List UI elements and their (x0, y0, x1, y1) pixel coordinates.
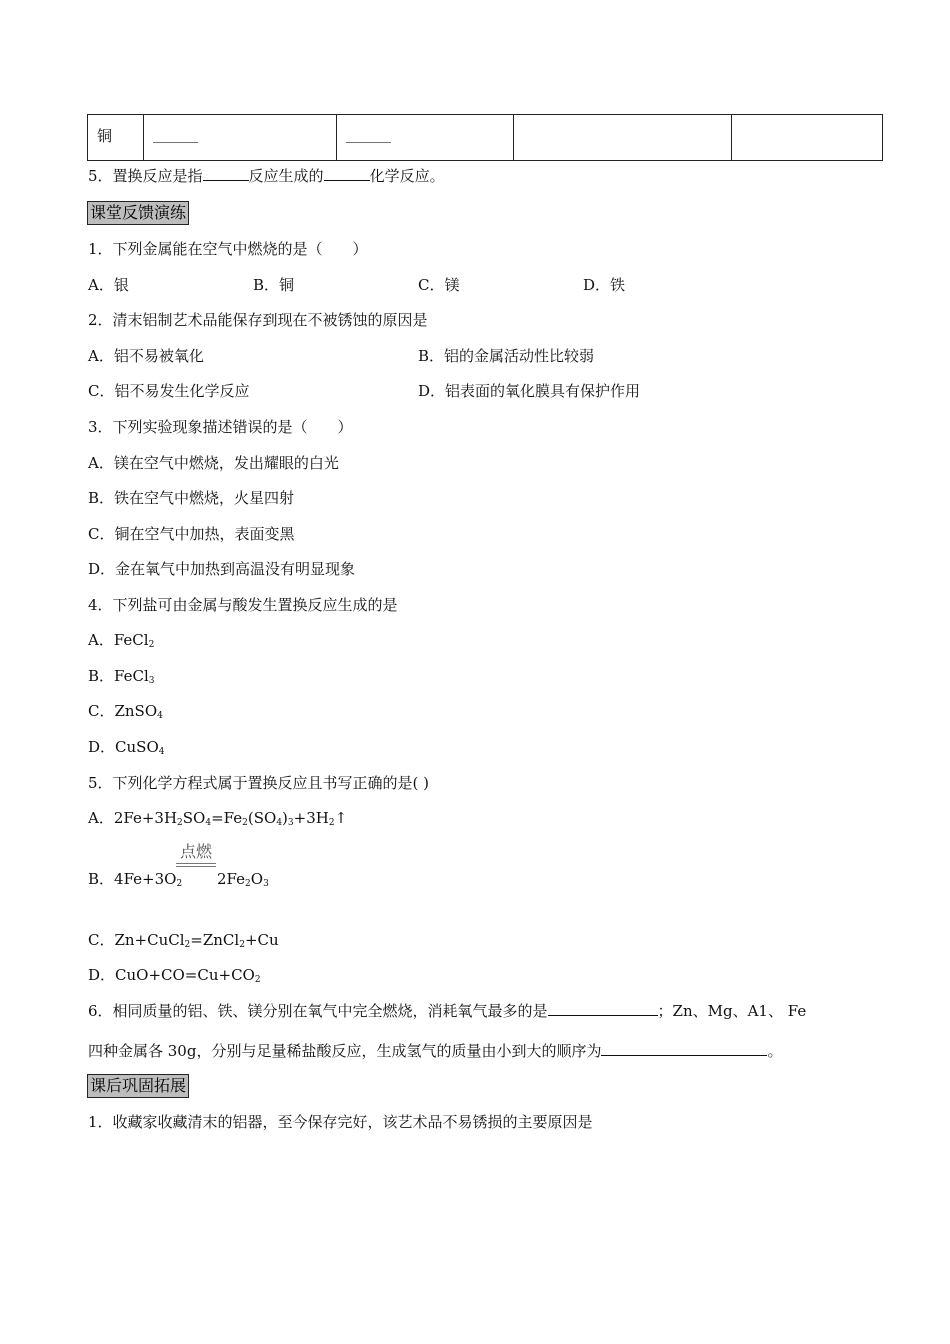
intro-q5-blank-1[interactable] (203, 166, 249, 181)
metal-table (87, 114, 883, 161)
section-heading-after-class: 课后巩固拓展 (87, 1074, 189, 1098)
equals-sign (176, 863, 216, 867)
q6-line-2: 四种金属各 30g，分别与足量稀盐酸反应，生成氢气的质量由小到大的顺序为 。 (88, 1042, 783, 1060)
intro-q5-suffix: 化学反应。 (369, 167, 445, 185)
table-cell (732, 115, 883, 161)
table-cell (337, 115, 514, 161)
q4-option-c[interactable]: C．ZnSO$_4$ (88, 702, 163, 721)
q4-option-d[interactable]: D．CuSO$_4$ (88, 738, 165, 757)
q4-option-b[interactable]: B．FeCl$_3$ (88, 667, 155, 686)
q6-blank-2[interactable] (601, 1041, 767, 1056)
q5-option-a[interactable]: A．$2Fe+3H_2SO_4=Fe_2(SO_4)_3+3H_2↑$ (88, 809, 348, 828)
condition-ignite-label: 点燃 (179, 842, 212, 861)
table-cell (144, 115, 337, 161)
intro-q5-prefix: 5．置换反应是指 (88, 167, 203, 185)
q3-stem: 3．下列实验现象描述错误的是（ ） (88, 418, 353, 436)
q5-option-c[interactable]: C．Zn+CuCl$_2$=ZnCl$_2$+Cu (88, 931, 279, 950)
q3-option-b[interactable]: B．铁在空气中燃烧，火星四射 (88, 489, 295, 507)
q1-option-d[interactable]: D．铁 (583, 276, 626, 294)
reaction-condition (176, 842, 216, 867)
q2-option-b[interactable]: B．铝的金属活动性比较弱 (418, 347, 595, 365)
q2-stem: 2．清末铝制艺术品能保存到现在不被锈蚀的原因是 (88, 311, 428, 329)
q1-option-a[interactable]: A．银 (88, 276, 129, 294)
table-blank-1[interactable]: ______ (153, 125, 198, 143)
q6-line-1: 6．相同质量的铝、铁、镁分别在氧气中完全燃烧，消耗氧气最多的是 ；Zn、Mg、A1、 Fe (88, 1002, 807, 1020)
q4-option-a[interactable]: A．FeCl$_2$ (88, 631, 155, 650)
q2-option-c[interactable]: C．铝不易发生化学反应 (88, 382, 250, 400)
q6-blank-1[interactable] (548, 1001, 658, 1016)
table-blank-2[interactable]: ______ (346, 125, 391, 143)
intro-q5-blank-2[interactable] (324, 166, 370, 181)
row-label: 铜 (97, 127, 113, 145)
q5-option-d[interactable]: D．$CuO+CO=Cu+CO_2$ (88, 966, 261, 985)
intro-q5-mid: 反应生成的 (248, 167, 324, 185)
q3-option-a[interactable]: A．镁在空气中燃烧，发出耀眼的白光 (88, 454, 339, 472)
intro-question-5 (88, 166, 445, 186)
q1-option-c[interactable]: C．镁 (418, 276, 460, 294)
q1-option-b[interactable]: B．铜 (253, 276, 295, 294)
q5-stem: 5．下列化学方程式属于置换反应且书写正确的是( ) (88, 774, 430, 792)
q3-option-c[interactable]: C．铜在空气中加热，表面变黑 (88, 525, 295, 543)
q4-stem: 4．下列盐可由金属与酸发生置换反应生成的是 (88, 596, 398, 614)
table-cell (88, 115, 144, 161)
q2-option-a[interactable]: A．铝不易被氧化 (88, 347, 204, 365)
q2-option-d[interactable]: D．铝表面的氧化膜具有保护作用 (418, 382, 641, 400)
q5-option-b-left[interactable]: B．$4Fe+3O_2$ (88, 870, 183, 889)
table-cell (514, 115, 732, 161)
q3-option-d[interactable]: D．金在氧气中加热到高温没有明显现象 (88, 560, 356, 578)
q1-stem: 1．下列金属能在空气中燃烧的是（ ） (88, 240, 368, 258)
after-q1-stem: 1．收藏家收藏清末的铝器，至今保存完好，该艺术品不易锈损的主要原因是 (88, 1113, 593, 1131)
q5-option-b-right[interactable]: $2Fe_2O_3$ (217, 870, 269, 889)
section-heading-feedback: 课堂反馈演练 (87, 201, 189, 225)
table-row (88, 115, 883, 161)
